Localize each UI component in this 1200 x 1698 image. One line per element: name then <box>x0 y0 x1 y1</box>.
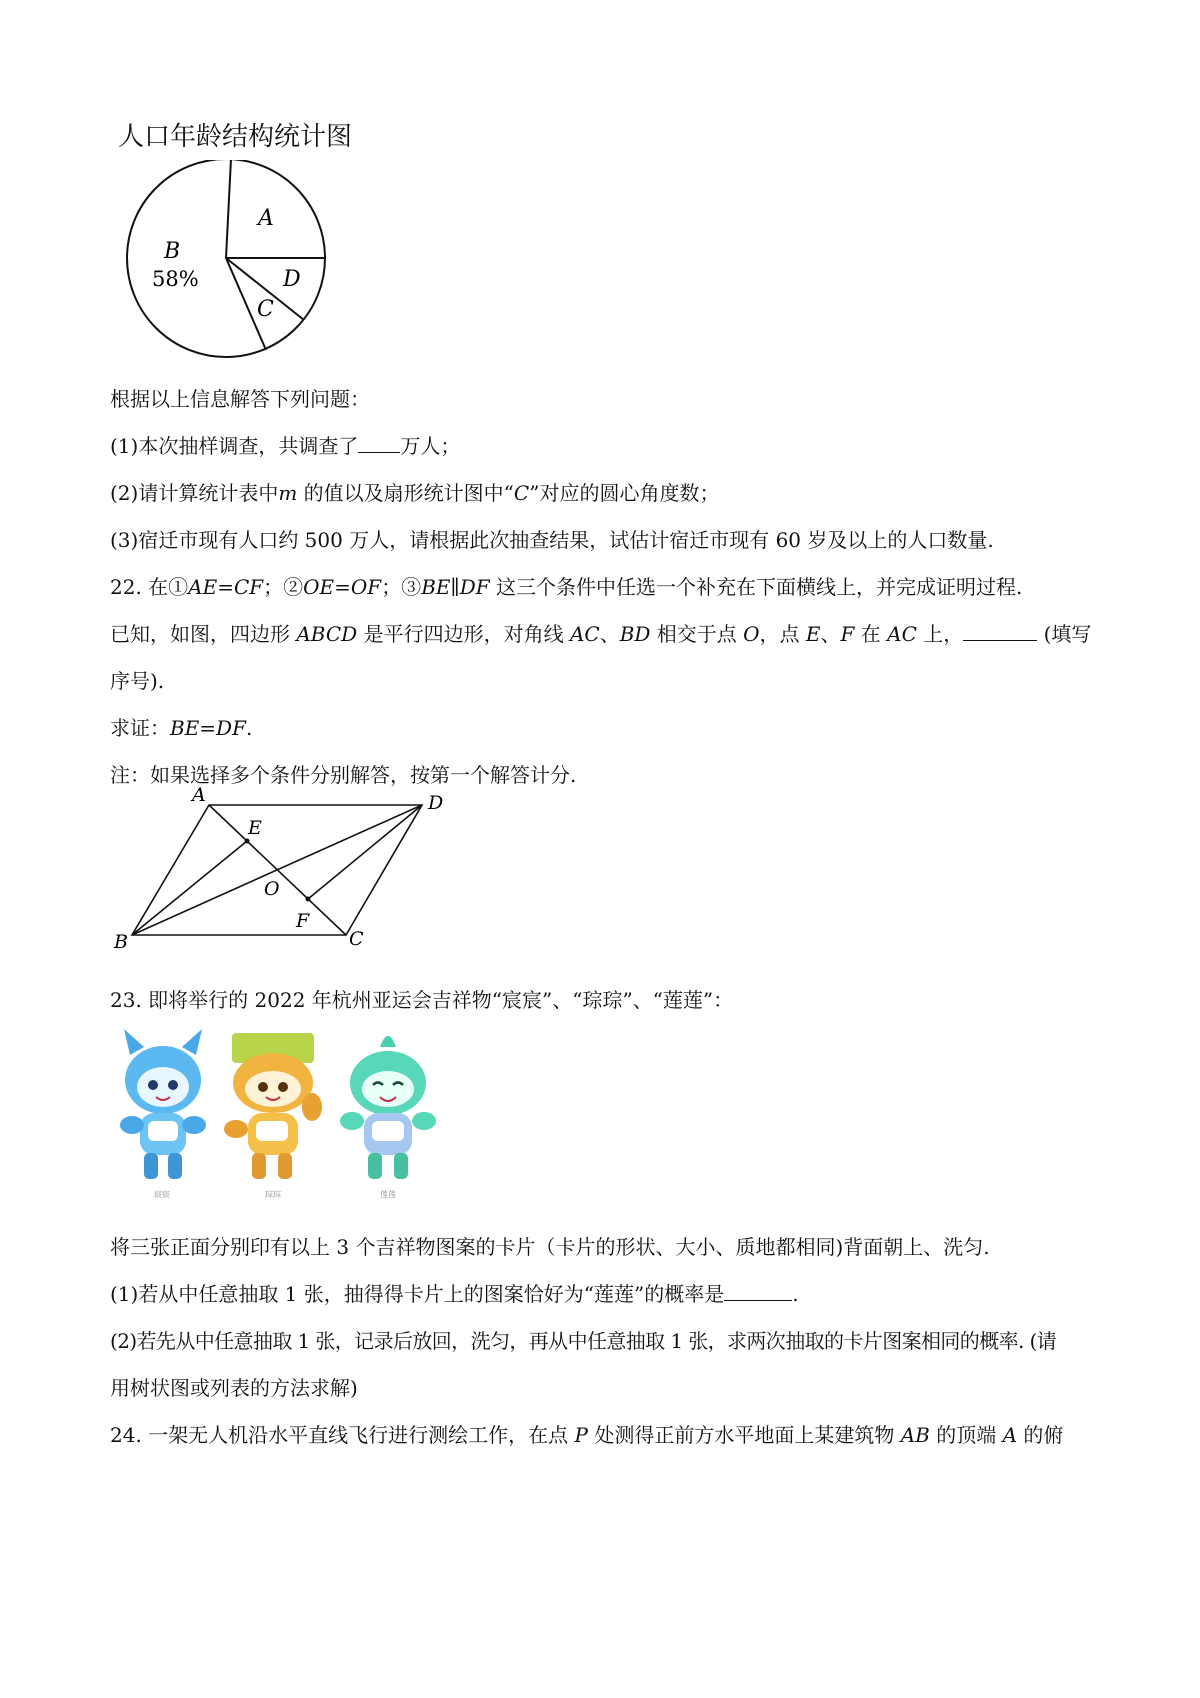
q22-l4-c: . <box>245 716 253 740</box>
q21-part2-text-b: 的值以及扇形统计图中“ <box>303 481 514 505</box>
var-bd: BD <box>619 622 651 646</box>
q22-line4 <box>110 714 252 742</box>
pie-label-c: C <box>257 297 274 322</box>
label-f: F <box>296 910 310 932</box>
caption-lianlian: 莲莲 <box>380 1190 396 1199</box>
q22-note: 注：如果选择多个条件分别解答，按第一个解答计分. <box>110 763 577 787</box>
answer-blank-2[interactable] <box>963 620 1037 641</box>
var-abcd: ABCD <box>296 622 358 646</box>
q24-l1-c: 的顶端 <box>929 1423 1003 1447</box>
q22-l2-i: (填写 <box>1037 622 1092 646</box>
q22-l1-d: 这三个条件中任选一个补充在下面横线上，并完成证明过程. <box>489 575 1023 599</box>
mascot-lianlian <box>340 1036 436 1199</box>
pie-label-a: A <box>258 206 274 231</box>
q22-l2-b: 是平行四边形，对角线 <box>357 622 570 646</box>
q23-part1-end: . <box>792 1282 799 1306</box>
pie-label-b: B <box>164 239 181 264</box>
answer-blank-1[interactable] <box>358 432 400 453</box>
q23-line1: 23. 即将举行的 2022 年杭州亚运会吉祥物“宸宸”、“琮琮”、“莲莲”： <box>110 988 734 1012</box>
caption-chenchen: 宸宸 <box>154 1190 170 1199</box>
var-ab: AB <box>900 1423 930 1447</box>
cond-2: OE=OF <box>303 575 382 599</box>
var-e: E <box>805 622 821 646</box>
label-b: B <box>114 931 128 953</box>
q22-l2-d: 相交于点 <box>650 622 744 646</box>
q21-intro: 根据以上信息解答下列问题： <box>110 387 370 411</box>
q23-line2: 将三张正面分别印有以上 3 个吉祥物图案的卡片（卡片的形状、大小、质地都相同)背面朝上、洗匀. <box>110 1235 990 1259</box>
q22-line2 <box>110 620 1091 648</box>
var-ac-2: AC <box>887 622 917 646</box>
point-f <box>306 897 311 902</box>
chart-title: 人口年龄结构统计图 <box>118 122 353 152</box>
q23-part1 <box>110 1280 799 1308</box>
q22-l2-a: 已知，如图，四边形 <box>110 622 297 646</box>
point-e <box>245 839 250 844</box>
q22-l2-f: 、 <box>820 622 841 646</box>
pie-divider-a-b <box>226 160 231 258</box>
mascot-chenchen <box>120 1029 206 1199</box>
label-c: C <box>349 928 364 950</box>
q21-part1 <box>110 432 460 460</box>
var-c: C <box>513 481 530 505</box>
diagonal-bd <box>132 805 422 935</box>
q21-part2 <box>110 479 719 507</box>
var-a: A <box>1002 1423 1018 1447</box>
q21-part2-text-a: (2)请计算统计表中 <box>110 481 279 505</box>
q23-part2-cont: 用树状图或列表的方法求解) <box>110 1376 358 1400</box>
var-f: F <box>840 622 855 646</box>
q22-l2-g: 在 <box>854 622 888 646</box>
q22-l1-c: ；③ <box>381 575 422 599</box>
cond-1: AE=CF <box>188 575 264 599</box>
q22-line3: 序号). <box>110 669 165 693</box>
var-ac: AC <box>569 622 600 646</box>
q21-part3: (3)宿迁市现有人口约 500 万人，请根据此次抽查结果，试估计宿迁市现有 60 岁及以上的人口数量. <box>110 528 994 552</box>
pie-chart <box>100 160 340 400</box>
q24-line1 <box>110 1421 1063 1449</box>
q23-part1-text: (1)若从中任意抽取 1 张，抽得得卡片上的图案恰好为“莲莲”的概率是 <box>110 1282 725 1306</box>
answer-blank-3[interactable] <box>724 1280 792 1301</box>
prove-statement: BE=DF <box>170 716 246 740</box>
q22-l2-c: 、 <box>599 622 620 646</box>
q22-l2-e: ，点 <box>759 622 806 646</box>
q22-l1-a: 22. 在① <box>110 575 189 599</box>
label-a: A <box>192 785 206 806</box>
cond-3: BE∥DF <box>421 575 490 599</box>
parallelogram-figure <box>110 785 470 960</box>
q24-l1-b: 处测得正前方水平地面上某建筑物 <box>588 1423 901 1447</box>
mascot-congcong <box>224 1033 322 1199</box>
q24-l1-d: 的俯 <box>1017 1423 1064 1447</box>
mascots-illustration <box>108 1025 468 1210</box>
q21-part1-text: (1)本次抽样调查，共调查了 <box>110 434 359 458</box>
q22-l4-a: 求证： <box>110 716 170 740</box>
q22-line1 <box>110 573 1022 601</box>
var-o: O <box>743 622 760 646</box>
q21-part1-unit: 万人； <box>400 434 461 458</box>
q24-l1-a: 24. 一架无人机沿水平直线飞行进行测绘工作，在点 <box>110 1423 575 1447</box>
var-m: m <box>278 481 298 505</box>
pie-label-d: D <box>283 267 301 292</box>
segment-df <box>308 805 422 899</box>
var-p: P <box>574 1423 588 1447</box>
q22-l1-b: ；② <box>263 575 304 599</box>
segment-be <box>132 841 247 935</box>
label-d: D <box>428 792 444 814</box>
q21-part2-text-c: ”对应的圆心角度数； <box>529 481 720 505</box>
q23-part2: (2)若先从中任意抽取 1 张，记录后放回，洗匀，再从中任意抽取 1 张，求两次抽取的卡片图案相同的概率. (请 <box>110 1329 1057 1353</box>
q22-l2-h: 上， <box>916 622 964 646</box>
pie-percent-b: 58% <box>152 267 199 291</box>
label-o: O <box>264 878 280 900</box>
caption-congcong: 琮琮 <box>265 1190 281 1199</box>
label-e: E <box>248 817 262 839</box>
